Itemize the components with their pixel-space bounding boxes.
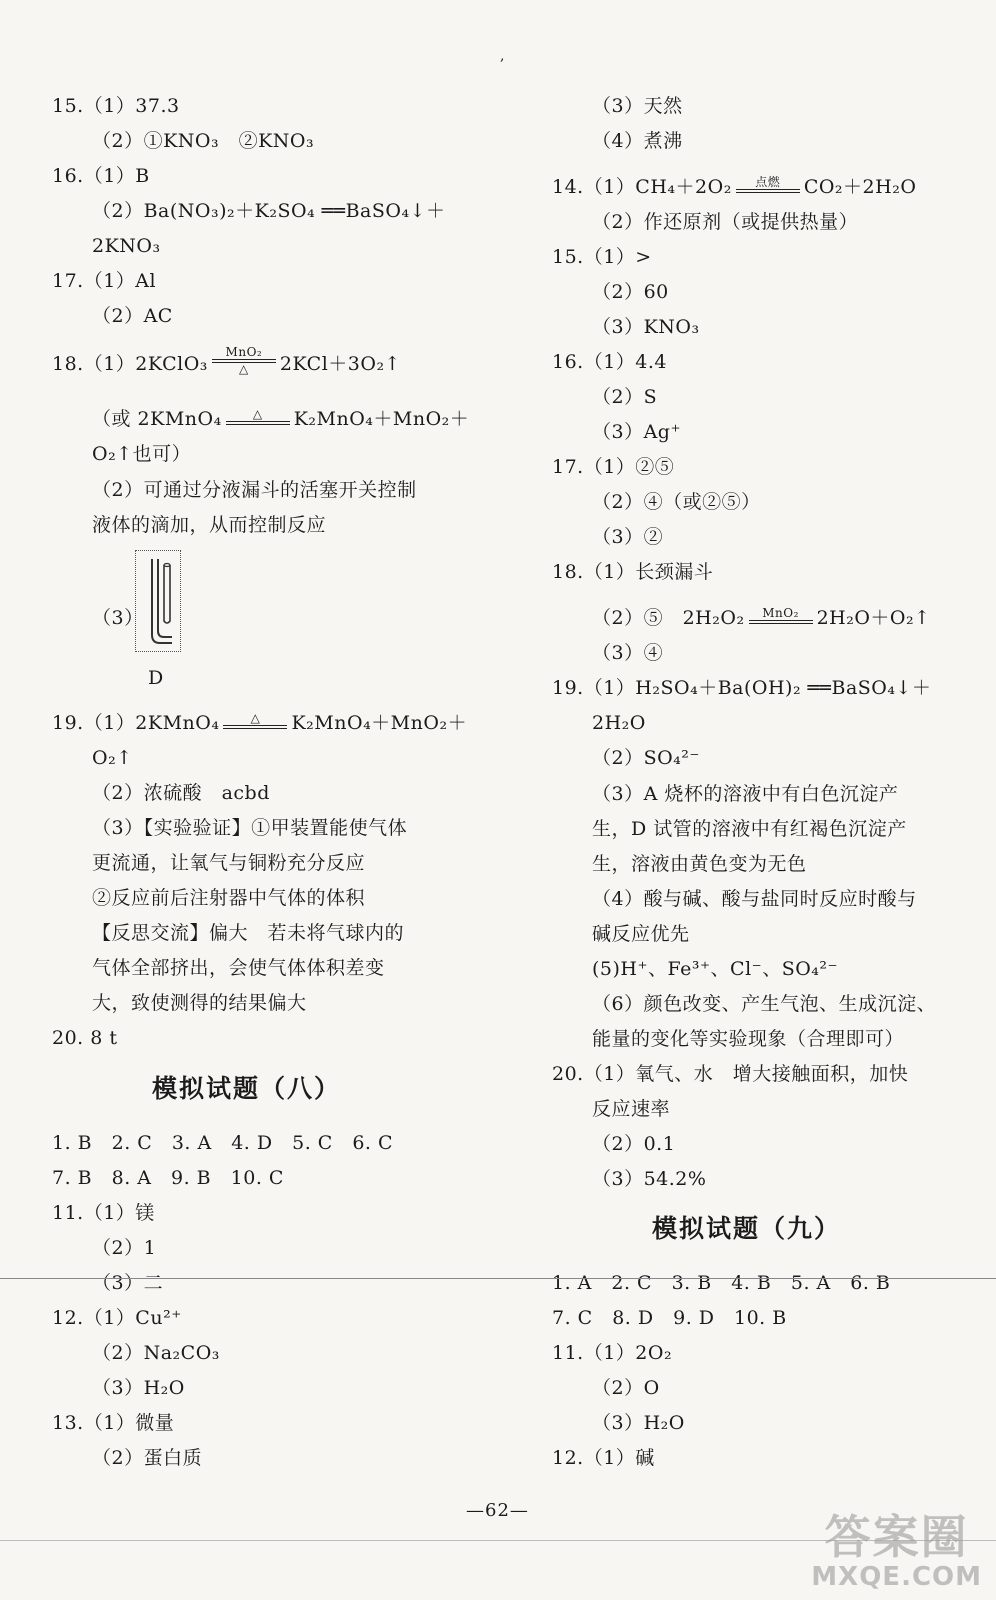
answer-line: （4）煮沸 (592, 130, 683, 152)
answer-line: （4）酸与碱、酸与盐同时反应时酸与 (592, 888, 917, 910)
answer-line: 11.（1）2O₂ (552, 1342, 673, 1364)
answer-line: 生，溶液由黄色变为无色 (592, 853, 807, 875)
answer-line: 11.（1）镁 (52, 1202, 155, 1224)
answer-line: （3）【实验验证】①甲装置能使气体 (92, 817, 408, 839)
answer-line: （3）KNO₃ (592, 316, 700, 338)
answer-line: 20.（1）氧气、水 增大接触面积，加快 (552, 1063, 909, 1085)
u-tube-apparatus-figure (135, 550, 181, 652)
answer-line: 2KNO₃ (92, 235, 161, 257)
answer-line: （3）④ (592, 642, 664, 664)
answer-line: （3）② (592, 526, 664, 548)
answer-line: 15.（1）37.3 (52, 95, 180, 117)
answer-line: （2）AC (92, 305, 173, 327)
answer-line: 【反思交流】偏大 若未将气球内的 (92, 922, 405, 944)
watermark-logo: 答案圈 MXQE.COM (811, 1510, 982, 1592)
answer-line: 1. A 2. C 3. B 4. B 5. A 6. B (552, 1272, 891, 1294)
reaction-arrow: MnO₂ (749, 607, 813, 624)
answer-line: （3）H₂O (92, 1377, 185, 1399)
answer-line: 13.（1）微量 (52, 1412, 175, 1434)
reaction-arrow: 点燃 (736, 176, 800, 193)
reaction-arrow: △ (223, 712, 287, 729)
answer-line: D (148, 667, 164, 689)
answer-line: 大，致使测得的结果偏大 (92, 992, 307, 1014)
answer-line: 7. B 8. A 9. B 10. C (52, 1167, 284, 1189)
answer-line: 18.（1）长颈漏斗 (552, 561, 714, 583)
answer-line: 反应速率 (592, 1098, 671, 1120)
stray-mark: , (500, 48, 505, 64)
answer-line: O₂↑也可） (92, 443, 192, 465)
reaction-arrow: △ (226, 408, 290, 425)
section-heading: 模拟试题（九） (652, 1214, 842, 1243)
answer-line: 20. 8 t (52, 1027, 118, 1049)
answer-line: （或 2KMnO₄ △ K₂MnO₄＋MnO₂＋ (92, 406, 470, 430)
answer-line: （2）S (592, 386, 658, 408)
answer-line: （2）SO₄²⁻ (592, 747, 700, 769)
answer-line: 生，D 试管的溶液中有红褐色沉淀产 (592, 818, 907, 840)
answer-line: （3）二 (92, 1272, 164, 1294)
page-number: —62— (466, 1500, 529, 1521)
answer-line: （3）天然 (592, 95, 683, 117)
answer-line: 碱反应优先 (592, 923, 690, 945)
answer-line: 液体的滴加，从而控制反应 (92, 514, 327, 536)
answer-line: （2）可通过分液漏斗的活塞开关控制 (92, 479, 417, 501)
answer-line: （2）O (592, 1377, 660, 1399)
answer-line: （2）⑤ 2H₂O₂ MnO₂ 2H₂O＋O₂↑ (592, 605, 931, 629)
answer-line: 16.（1）B (52, 165, 150, 187)
answer-line: （6）颜色改变、产生气泡、生成沉淀、 (592, 993, 937, 1015)
answer-line: 更流通，让氧气与铜粉充分反应 (92, 852, 366, 874)
answer-line: 12.（1）Cu²⁺ (52, 1307, 182, 1329)
answer-line: （2）浓硫酸 acbd (92, 782, 270, 804)
answer-line: （2）Na₂CO₃ (92, 1342, 220, 1364)
answer-line: 12.（1）碱 (552, 1447, 655, 1469)
answer-line: 能量的变化等实验现象（合理即可） (592, 1028, 905, 1050)
answer-line: （2）蛋白质 (92, 1447, 203, 1469)
answer-line: 16.（1）4.4 (552, 351, 668, 373)
answer-line: O₂↑ (92, 747, 133, 769)
answer-line: 14.（1）CH₄＋2O₂ 点燃 CO₂＋2H₂O (552, 174, 917, 198)
answer-line: 19.（1）H₂SO₄＋Ba(OH)₂ ══BaSO₄↓＋ (552, 677, 932, 699)
answer-line: 气体全部挤出，会使气体体积差变 (92, 957, 385, 979)
answer-line: （2）④（或②⑤） (592, 491, 761, 513)
answer-line: 18.（1）2KClO₃ $\frac{\text{MnO₂}}{\triangle}$ 2KCl＋3O₂↑ (52, 345, 401, 376)
answer-line: （2）0.1 (592, 1133, 676, 1155)
answer-line: 19.（1）2KMnO₄ △ K₂MnO₄＋MnO₂＋ (52, 710, 468, 734)
section-divider (0, 1278, 996, 1279)
answer-line: （2）①KNO₃ ②KNO₃ (92, 130, 315, 152)
answer-line: （2）60 (592, 281, 669, 303)
answer-line: 17.（1）Al (52, 270, 157, 292)
answer-line: （2）作还原剂（或提供热量） (592, 211, 859, 233)
answer-line: （2）Ba(NO₃)₂＋K₂SO₄ ══BaSO₄↓＋ (92, 200, 446, 222)
answer-line: （3）54.2% (592, 1168, 707, 1190)
answer-line: 2H₂O (592, 712, 646, 734)
section-heading: 模拟试题（八） (152, 1074, 342, 1103)
answer-line: 7. C 8. D 9. D 10. B (552, 1307, 787, 1329)
answer-line: （3）A 烧杯的溶液中有白色沉淀产 (592, 783, 899, 805)
answer-line: （3）H₂O (592, 1412, 685, 1434)
reaction-arrow: $\frac{\text{MnO₂}}{\triangle}$ (212, 346, 276, 376)
answer-line: （2）1 (92, 1237, 157, 1259)
answer-line: 17.（1）②⑤ (552, 456, 675, 478)
answer-line: 1. B 2. C 3. A 4. D 5. C 6. C (52, 1132, 394, 1154)
answer-line: (5)H⁺、Fe³⁺、Cl⁻、SO₄²⁻ (592, 958, 839, 980)
answer-line: （3）Ag⁺ (592, 421, 682, 443)
answer-line: （3） (92, 607, 144, 629)
answer-line: ②反应前后注射器中气体的体积 (92, 887, 366, 909)
answer-line: 15.（1）> (552, 246, 652, 268)
